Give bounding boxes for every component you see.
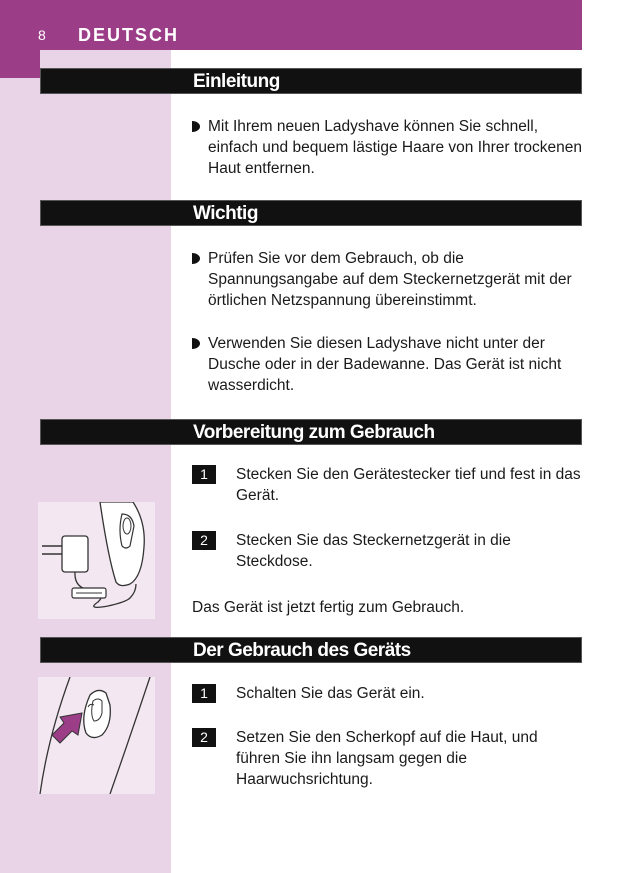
banner-notch <box>0 50 40 78</box>
step-text: Schalten Sie das Gerät ein. <box>236 685 425 702</box>
step-item <box>192 530 582 572</box>
step-text: Stecken Sie den Gerätestecker tief und fest in das Gerät. <box>236 466 581 504</box>
section-title-important: Wichtig <box>193 203 258 224</box>
bullet-item <box>192 116 582 179</box>
step-number: 2 <box>192 531 216 550</box>
bullet-text: Mit Ihrem neuen Ladyshave können Sie schnell, einfach und bequem lästige Haare von Ihrer trockenen Haut entfernen. <box>208 118 582 177</box>
step-text: Setzen Sie den Scherkopf auf die Haut, und führen Sie ihn langsam gegen die Haarwuchsrichtung. <box>236 729 538 788</box>
header-banner <box>0 0 582 50</box>
section-title-intro: Einleitung <box>193 71 280 92</box>
bullet-text: Verwenden Sie diesen Ladyshave nicht unter der Dusche oder in der Badewanne. Das Gerät ist nicht wasserdicht. <box>208 335 562 394</box>
section-bar-usage <box>40 637 582 663</box>
adapter-illustration <box>38 502 155 619</box>
page-number: 8 <box>38 27 46 43</box>
step-item <box>192 464 582 506</box>
bullet-item <box>192 333 582 396</box>
step-number: 2 <box>192 728 216 747</box>
bullet-item <box>192 248 582 311</box>
switch-arrow-illustration <box>38 677 155 794</box>
bullet-icon <box>192 338 200 349</box>
language-heading: DEUTSCH <box>78 25 180 45</box>
bullet-text: Prüfen Sie vor dem Gebrauch, ob die Spannungsangabe auf dem Steckernetzgerät mit der örtlichen Netzspannung übereinstimmt. <box>208 250 572 309</box>
step-item <box>192 727 582 790</box>
step-number: 1 <box>192 465 216 484</box>
bullet-icon <box>192 121 200 132</box>
step-number: 1 <box>192 684 216 703</box>
section-bar-important <box>40 200 582 226</box>
step-item <box>192 683 582 704</box>
section-title-preparation: Vorbereitung zum Gebrauch <box>193 422 435 443</box>
ready-note: Das Gerät ist jetzt fertig zum Gebrauch. <box>192 599 465 616</box>
step-text: Stecken Sie das Steckernetzgerät in die Steckdose. <box>236 532 511 570</box>
section-title-usage: Der Gebrauch des Geräts <box>193 640 411 661</box>
bullet-icon <box>192 253 200 264</box>
section-bar-intro <box>40 68 582 94</box>
section-bar-preparation <box>40 419 582 445</box>
